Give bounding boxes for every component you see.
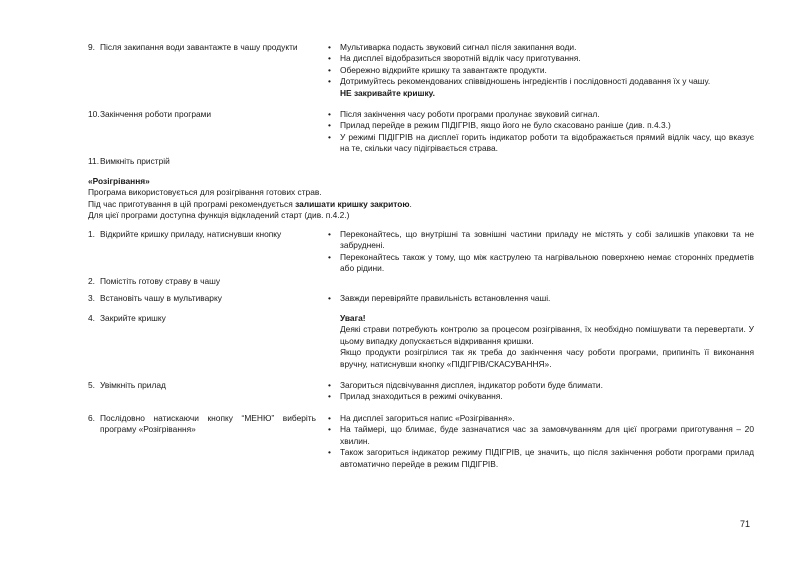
section-intro (88, 176, 754, 222)
step-title: Встановіть чашу в мультиварку (100, 293, 222, 303)
step-6-instruction (88, 413, 316, 436)
section-delayed-start: Для цієї програми доступна функція відкладений старт (див. п.4.2.) (88, 210, 350, 221)
list-item: • Після закінчення часу роботи програми пролунає звуковий сигнал. (328, 109, 600, 119)
step-number: 9. (88, 42, 95, 52)
bullet-icon: • (328, 42, 331, 52)
list-item: • На дисплеї загориться напис «Розігрівання». (328, 413, 515, 423)
list-item: • Переконайтесь також у тому, що між каструлею та нагрівальною поверхнею немає сторонніх предметів або рідини. (328, 251, 754, 274)
list-item: • Мультиварка подасть звуковий сигнал після закипання води. (328, 42, 577, 52)
step-number: 1. (88, 229, 95, 239)
note-title: Увага! (340, 313, 366, 323)
list-item: • Прилад перейде в режим ПІДІГРІВ, якщо його не було скасовано раніше (див. п.4.3.) (328, 120, 671, 131)
section-heading: «Розігрівання» (88, 176, 150, 186)
step-number: 10. (88, 109, 100, 119)
step-title: Відкрийте кришку приладу, натиснувши кнопку (100, 229, 282, 239)
step-10-instruction (88, 109, 316, 120)
bullet-icon: • (328, 447, 331, 458)
step-title: Помістіть готову страву в чашу (100, 276, 221, 286)
section-lid-advice: Під час приготування в цій програмі рекомендується залишати кришку закритою. (88, 198, 412, 209)
list-item: • Переконайтесь, що внутрішні та зовнішні частини приладу не містять у собі залишків упаковки та не забруднені. (328, 229, 754, 251)
bullet-icon: • (328, 53, 331, 64)
list-item: • На дисплеї відобразиться зворотній відлік часу приготування. (328, 53, 581, 64)
step-9-notes (328, 42, 754, 99)
step-number: 11. (88, 156, 100, 166)
step-1-instruction (88, 229, 316, 240)
list-item: • На таймері, що блимає, буде зазначатися час за замовчуванням для цієї програми приготування – 20 хвилин. (328, 424, 754, 446)
step-4-instruction (88, 313, 316, 324)
bullet-icon: • (328, 120, 331, 131)
list-item: • Прилад знаходиться в режимі очікування. (328, 391, 503, 402)
bullet-icon: • (328, 251, 331, 262)
list-item: • Дотримуйтесь рекомендованих співвідношень інгредієнтів і послідовності додавання їх у чашу. НЕ закривайте кришку. (328, 76, 711, 98)
step-title: Послідовно натискаючи кнопку “МЕНЮ” виберіть програму «Розігрівання» (100, 413, 316, 435)
step-number: 5. (88, 380, 95, 390)
bullet-icon: • (328, 131, 331, 142)
step-title: Увімкніть прилад (100, 380, 166, 390)
bullet-icon: • (328, 424, 331, 435)
list-item: • Також загориться індикатор режиму ПІДІГРІВ, це значить, що після закінчення роботи програми прилад автоматично перейде в режим ПІДІГРІВ. (328, 447, 754, 469)
bullet-icon: • (328, 413, 331, 423)
step-number: 6. (88, 413, 95, 423)
bullet-icon: • (328, 76, 331, 87)
step-5-notes (328, 380, 754, 403)
step-number: 4. (88, 313, 95, 323)
section-description: Програма використовується для розігрівання готових страв. (88, 187, 322, 198)
step-title: Закінчення роботи програми (100, 109, 212, 119)
list-item: • Загориться підсвічування дисплея, індикатор роботи буде блимати. (328, 380, 603, 390)
step-5-instruction (88, 380, 316, 391)
step-number: 2. (88, 276, 95, 286)
bullet-icon: • (328, 391, 331, 402)
list-item: • У режимі ПІДІГРІВ на дисплеї горить індикатор роботи та відображається прямий відлік часу, що вказує на те, скільки часу підігрівається страва. (328, 131, 754, 154)
step-2-instruction (88, 276, 316, 287)
note-paragraph: Деякі страви потребують контролю за процесом розігрівання, їх необхідно помішувати та перевертати. У цьому випадку допускається відкривання кришки. (340, 324, 754, 346)
step-11-instruction (88, 156, 316, 167)
warning-text: НЕ закривайте кришку. (340, 87, 435, 98)
bullet-icon: • (328, 293, 331, 303)
step-number: 3. (88, 293, 95, 303)
step-3-notes (328, 293, 754, 304)
bullet-icon: • (328, 64, 331, 75)
step-title: Закрийте кришку (100, 313, 166, 323)
list-item: • Завжди перевіряйте правильність встановлення чаші. (328, 293, 551, 303)
step-4-warning-note (328, 313, 754, 370)
step-1-notes (328, 229, 754, 275)
step-10-notes (328, 109, 754, 155)
step-title: Вимкніть пристрій (100, 156, 170, 166)
note-paragraph: Якщо продукти розігрілися так як треба до закінчення часу роботи програми, припиніть її виконання вручну, натиснувши кнопку «ПІДІГРІВ/СКАСУВАННЯ». (340, 347, 754, 369)
step-3-instruction (88, 293, 316, 304)
step-title: Після закипання води завантажте в чашу продукти (100, 42, 298, 52)
list-item: • Обережно відкрийте кришку та завантажте продукти. (328, 64, 547, 75)
page-number: 71 (740, 519, 751, 529)
step-6-notes (328, 413, 754, 470)
bullet-icon: • (328, 109, 331, 119)
bullet-icon: • (328, 229, 331, 239)
bullet-icon: • (328, 380, 331, 390)
